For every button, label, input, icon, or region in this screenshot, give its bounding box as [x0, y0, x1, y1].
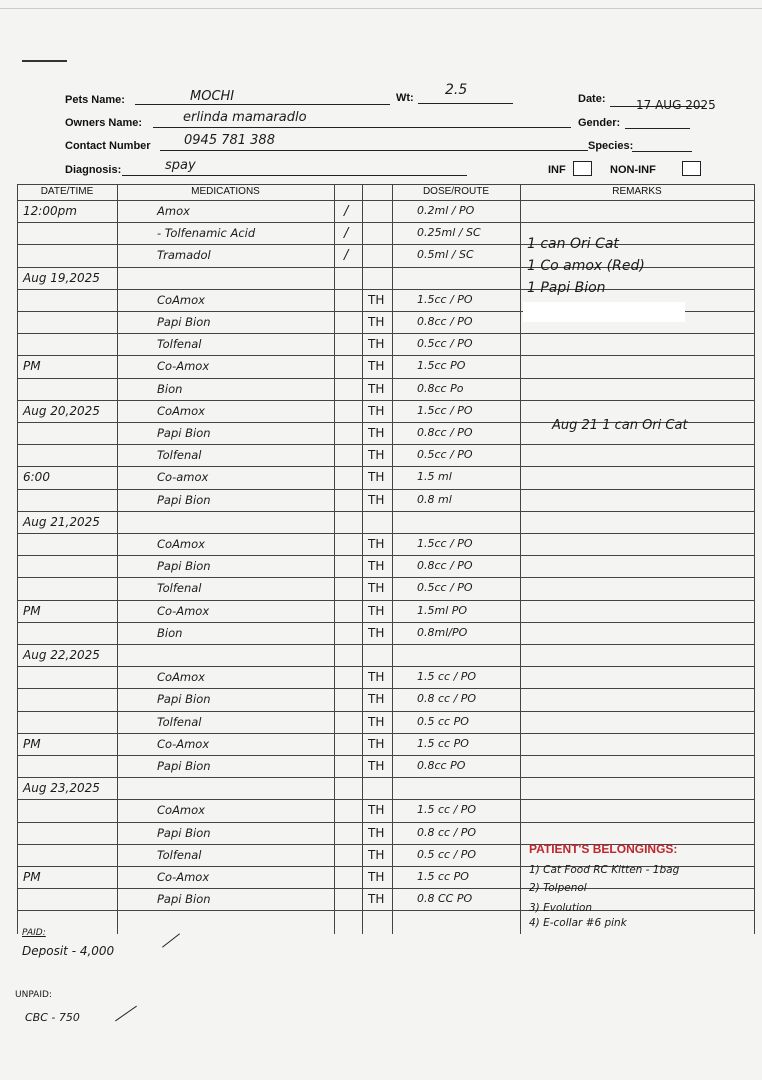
row-given-by: TH — [368, 492, 385, 507]
row-date-time: Aug 23,2025 — [23, 781, 100, 796]
row-divider — [17, 489, 755, 490]
row-dose-route: 0.5cc / PO — [417, 337, 473, 351]
row-divider — [17, 466, 755, 467]
row-dose-route: 0.5cc / PO — [417, 581, 473, 595]
row-dose-route: 0.5cc / PO — [417, 448, 473, 462]
row-date-time: 6:00 — [23, 470, 50, 485]
belonging-item: 1) Cat Food RC Kitten - 1bag — [529, 864, 680, 876]
row-medication: Co-Amox — [157, 736, 210, 751]
row-medication: CoAmox — [157, 537, 205, 551]
non-inf-label: NON-INF — [610, 164, 656, 176]
row-dose-route: 1.5 cc / PO — [417, 803, 477, 817]
row-given-by: TH — [368, 736, 385, 751]
row-divider — [17, 378, 755, 379]
row-divider — [17, 577, 755, 578]
row-medication: CoAmox — [157, 670, 205, 685]
row-medication: - Tolfenamic Acid — [157, 226, 256, 241]
contact-number-value: 0945 781 388 — [184, 133, 275, 148]
medication-table — [17, 184, 755, 934]
species-line — [632, 151, 692, 152]
pets-name-value: MOCHI — [190, 89, 235, 104]
inf-checkbox[interactable] — [573, 161, 592, 176]
row-medication: CoAmox — [157, 403, 205, 418]
deposit-checkmark — [162, 933, 180, 947]
row-given-by: TH — [368, 381, 385, 396]
pets-name-line — [135, 104, 390, 105]
row-given-by: TH — [368, 448, 385, 463]
row-divider — [17, 533, 755, 534]
wt-value: 2.5 — [445, 82, 468, 98]
header-dose-route: DOSE/ROUTE — [422, 186, 490, 197]
paid-label: PAID: — [22, 928, 46, 938]
row-medication: CoAmox — [157, 292, 205, 307]
species-label: Species: — [588, 140, 634, 152]
row-divider — [17, 600, 755, 601]
belonging-item: 3) Evolution — [529, 902, 593, 914]
row-dose-route: 1.5cc PO — [417, 359, 466, 373]
row-divider — [17, 711, 755, 712]
row-dose-route: 0.8cc Po — [417, 381, 464, 395]
header-medications: MEDICATIONS — [191, 186, 260, 197]
row-medication: Tolfenal — [157, 581, 202, 596]
row-given-by: TH — [368, 759, 385, 773]
date-label: Date: — [578, 93, 606, 105]
wt-label: Wt: — [396, 92, 414, 104]
row-dose-route: 0.25ml / SC — [417, 226, 481, 240]
row-check-mark: / — [344, 204, 349, 219]
row-given-by: TH — [368, 847, 385, 862]
row-date-time: Aug 20,2025 — [23, 403, 100, 418]
cbc-note: CBC - 750 — [25, 1011, 80, 1024]
row-dose-route: 0.8 ml — [417, 492, 452, 506]
redaction-patch — [523, 302, 685, 322]
row-dose-route: 1.5cc / PO — [417, 403, 473, 417]
gender-line — [625, 128, 690, 129]
owners-name-value: erlinda mamaradlo — [183, 110, 307, 125]
row-medication: Amox — [157, 204, 190, 218]
diagnosis-label: Diagnosis: — [65, 164, 122, 176]
row-divider — [17, 644, 755, 645]
row-divider — [17, 799, 755, 800]
row-date-time: Aug 22,2025 — [23, 648, 100, 662]
row-divider — [17, 910, 755, 911]
row-divider — [17, 822, 755, 823]
row-medication: Papi Bion — [157, 315, 211, 329]
date-value: 17 AUG 2025 — [636, 98, 716, 112]
header-bottom-border — [17, 200, 755, 201]
row-given-by: TH — [368, 581, 385, 596]
cbc-checkmark — [115, 1006, 137, 1022]
owners-name-line — [153, 127, 571, 128]
diagnosis-value: spay — [165, 158, 196, 173]
row-medication: Co-Amox — [157, 870, 210, 884]
row-given-by: TH — [368, 825, 385, 840]
row-medication: Papi Bion — [157, 426, 211, 440]
row-date-time: PM — [23, 736, 41, 751]
row-dose-route: 0.5ml / SC — [417, 248, 474, 262]
row-dose-route: 1.5 cc PO — [417, 736, 469, 750]
row-dose-route: 0.8 cc / PO — [417, 692, 477, 706]
row-check-mark: / — [344, 248, 349, 264]
row-divider — [17, 688, 755, 689]
row-given-by: TH — [368, 692, 385, 707]
row-medication: Tolfenal — [157, 448, 202, 463]
row-dose-route: 1.5ml PO — [417, 603, 468, 617]
row-given-by: TH — [368, 625, 385, 640]
contact-number-label: Contact Number — [65, 140, 151, 152]
row-given-by: TH — [368, 714, 385, 729]
row-medication: Papi Bion — [157, 892, 211, 907]
row-dose-route: 0.2ml / PO — [417, 204, 475, 217]
row-given-by: TH — [368, 892, 385, 907]
row-dose-route: 0.5 cc / PO — [417, 847, 477, 861]
row-divider — [17, 355, 755, 356]
remark-3: 1 Papi Bion — [527, 280, 606, 296]
row-given-by: TH — [368, 870, 385, 884]
row-divider — [17, 289, 755, 290]
row-medication: Co-Amox — [157, 359, 210, 374]
non-inf-checkbox[interactable] — [682, 161, 701, 176]
row-medication: Tramadol — [157, 248, 211, 263]
row-divider — [17, 666, 755, 667]
row-medication: Papi Bion — [157, 825, 211, 840]
top-rule — [22, 60, 67, 62]
unpaid-label: UNPAID: — [15, 990, 52, 1000]
row-given-by: TH — [368, 603, 385, 618]
row-medication: Co-Amox — [157, 603, 210, 618]
table-top-border — [17, 184, 755, 185]
row-date-time: 12:00pm — [23, 204, 77, 218]
row-date-time: PM — [23, 870, 41, 884]
header-remarks: REMARKS — [612, 186, 662, 197]
row-divider — [17, 622, 755, 623]
row-given-by: TH — [368, 292, 385, 307]
gender-label: Gender: — [578, 117, 621, 129]
row-date-time: Aug 21,2025 — [23, 514, 100, 529]
inf-label: INF — [548, 164, 566, 176]
row-dose-route: 0.8cc / PO — [417, 315, 473, 328]
header-date-time: DATE/TIME — [40, 186, 94, 197]
row-medication: Co-amox — [157, 470, 209, 485]
row-medication: Papi Bion — [157, 759, 211, 773]
row-check-mark: / — [344, 226, 349, 242]
row-dose-route: 1.5cc / PO — [417, 292, 473, 306]
row-divider — [17, 244, 755, 245]
row-divider — [17, 400, 755, 401]
row-medication: Papi Bion — [157, 559, 211, 574]
belongings-title: PATIENT'S BELONGINGS: — [529, 842, 678, 856]
row-given-by: TH — [368, 403, 385, 418]
row-medication: Tolfenal — [157, 847, 202, 862]
row-given-by: TH — [368, 315, 385, 329]
row-divider — [17, 777, 755, 778]
row-medication: Bion — [157, 625, 183, 640]
row-medication: Tolfenal — [157, 337, 202, 352]
row-divider — [17, 511, 755, 512]
row-dose-route: 0.8cc PO — [417, 759, 466, 772]
row-divider — [17, 733, 755, 734]
row-date-time: PM — [23, 603, 41, 618]
row-given-by: TH — [368, 470, 385, 485]
row-dose-route: 1.5 cc / PO — [417, 670, 477, 684]
wt-line — [418, 103, 513, 104]
row-given-by: TH — [368, 426, 385, 440]
row-dose-route: 1.5 cc PO — [417, 870, 469, 883]
row-medication: Papi Bion — [157, 692, 211, 707]
pets-name-label: Pets Name: — [65, 94, 125, 106]
row-divider — [17, 555, 755, 556]
contact-number-line — [160, 150, 588, 151]
row-date-time: PM — [23, 359, 41, 374]
row-date-time: Aug 19,2025 — [23, 270, 100, 285]
row-given-by: TH — [368, 537, 385, 551]
row-dose-route: 0.8 CC PO — [417, 892, 473, 906]
row-dose-route: 0.8ml/PO — [417, 625, 468, 639]
row-divider — [17, 888, 755, 889]
row-dose-route: 1.5 ml — [417, 470, 452, 484]
row-dose-route: 0.5 cc PO — [417, 714, 469, 728]
row-given-by: TH — [368, 359, 385, 374]
row-medication: Bion — [157, 381, 183, 396]
row-divider — [17, 333, 755, 334]
row-divider — [17, 755, 755, 756]
top-edge-line — [0, 8, 762, 9]
row-dose-route: 1.5cc / PO — [417, 537, 473, 550]
row-given-by: TH — [368, 670, 385, 685]
row-medication: Tolfenal — [157, 714, 202, 729]
belonging-item: 4) E-collar #6 pink — [529, 917, 627, 929]
row-given-by: TH — [368, 559, 385, 574]
row-dose-route: 0.8 cc / PO — [417, 825, 477, 839]
owners-name-label: Owners Name: — [65, 117, 143, 129]
deposit-note: Deposit - 4,000 — [22, 944, 115, 958]
row-medication: CoAmox — [157, 803, 205, 818]
row-medication: Papi Bion — [157, 492, 211, 507]
remark-4: Aug 21 1 can Ori Cat — [552, 418, 688, 433]
row-divider — [17, 222, 755, 223]
row-dose-route: 0.8cc / PO — [417, 559, 473, 573]
remark-2: 1 Co amox (Red) — [527, 258, 645, 274]
diagnosis-line — [122, 175, 467, 176]
belonging-item: 2) Tolpenol — [529, 882, 587, 894]
remark-1: 1 can Ori Cat — [527, 236, 619, 252]
row-given-by: TH — [368, 337, 385, 352]
row-given-by: TH — [368, 803, 385, 818]
row-divider — [17, 444, 755, 445]
row-dose-route: 0.8cc / PO — [417, 426, 473, 439]
